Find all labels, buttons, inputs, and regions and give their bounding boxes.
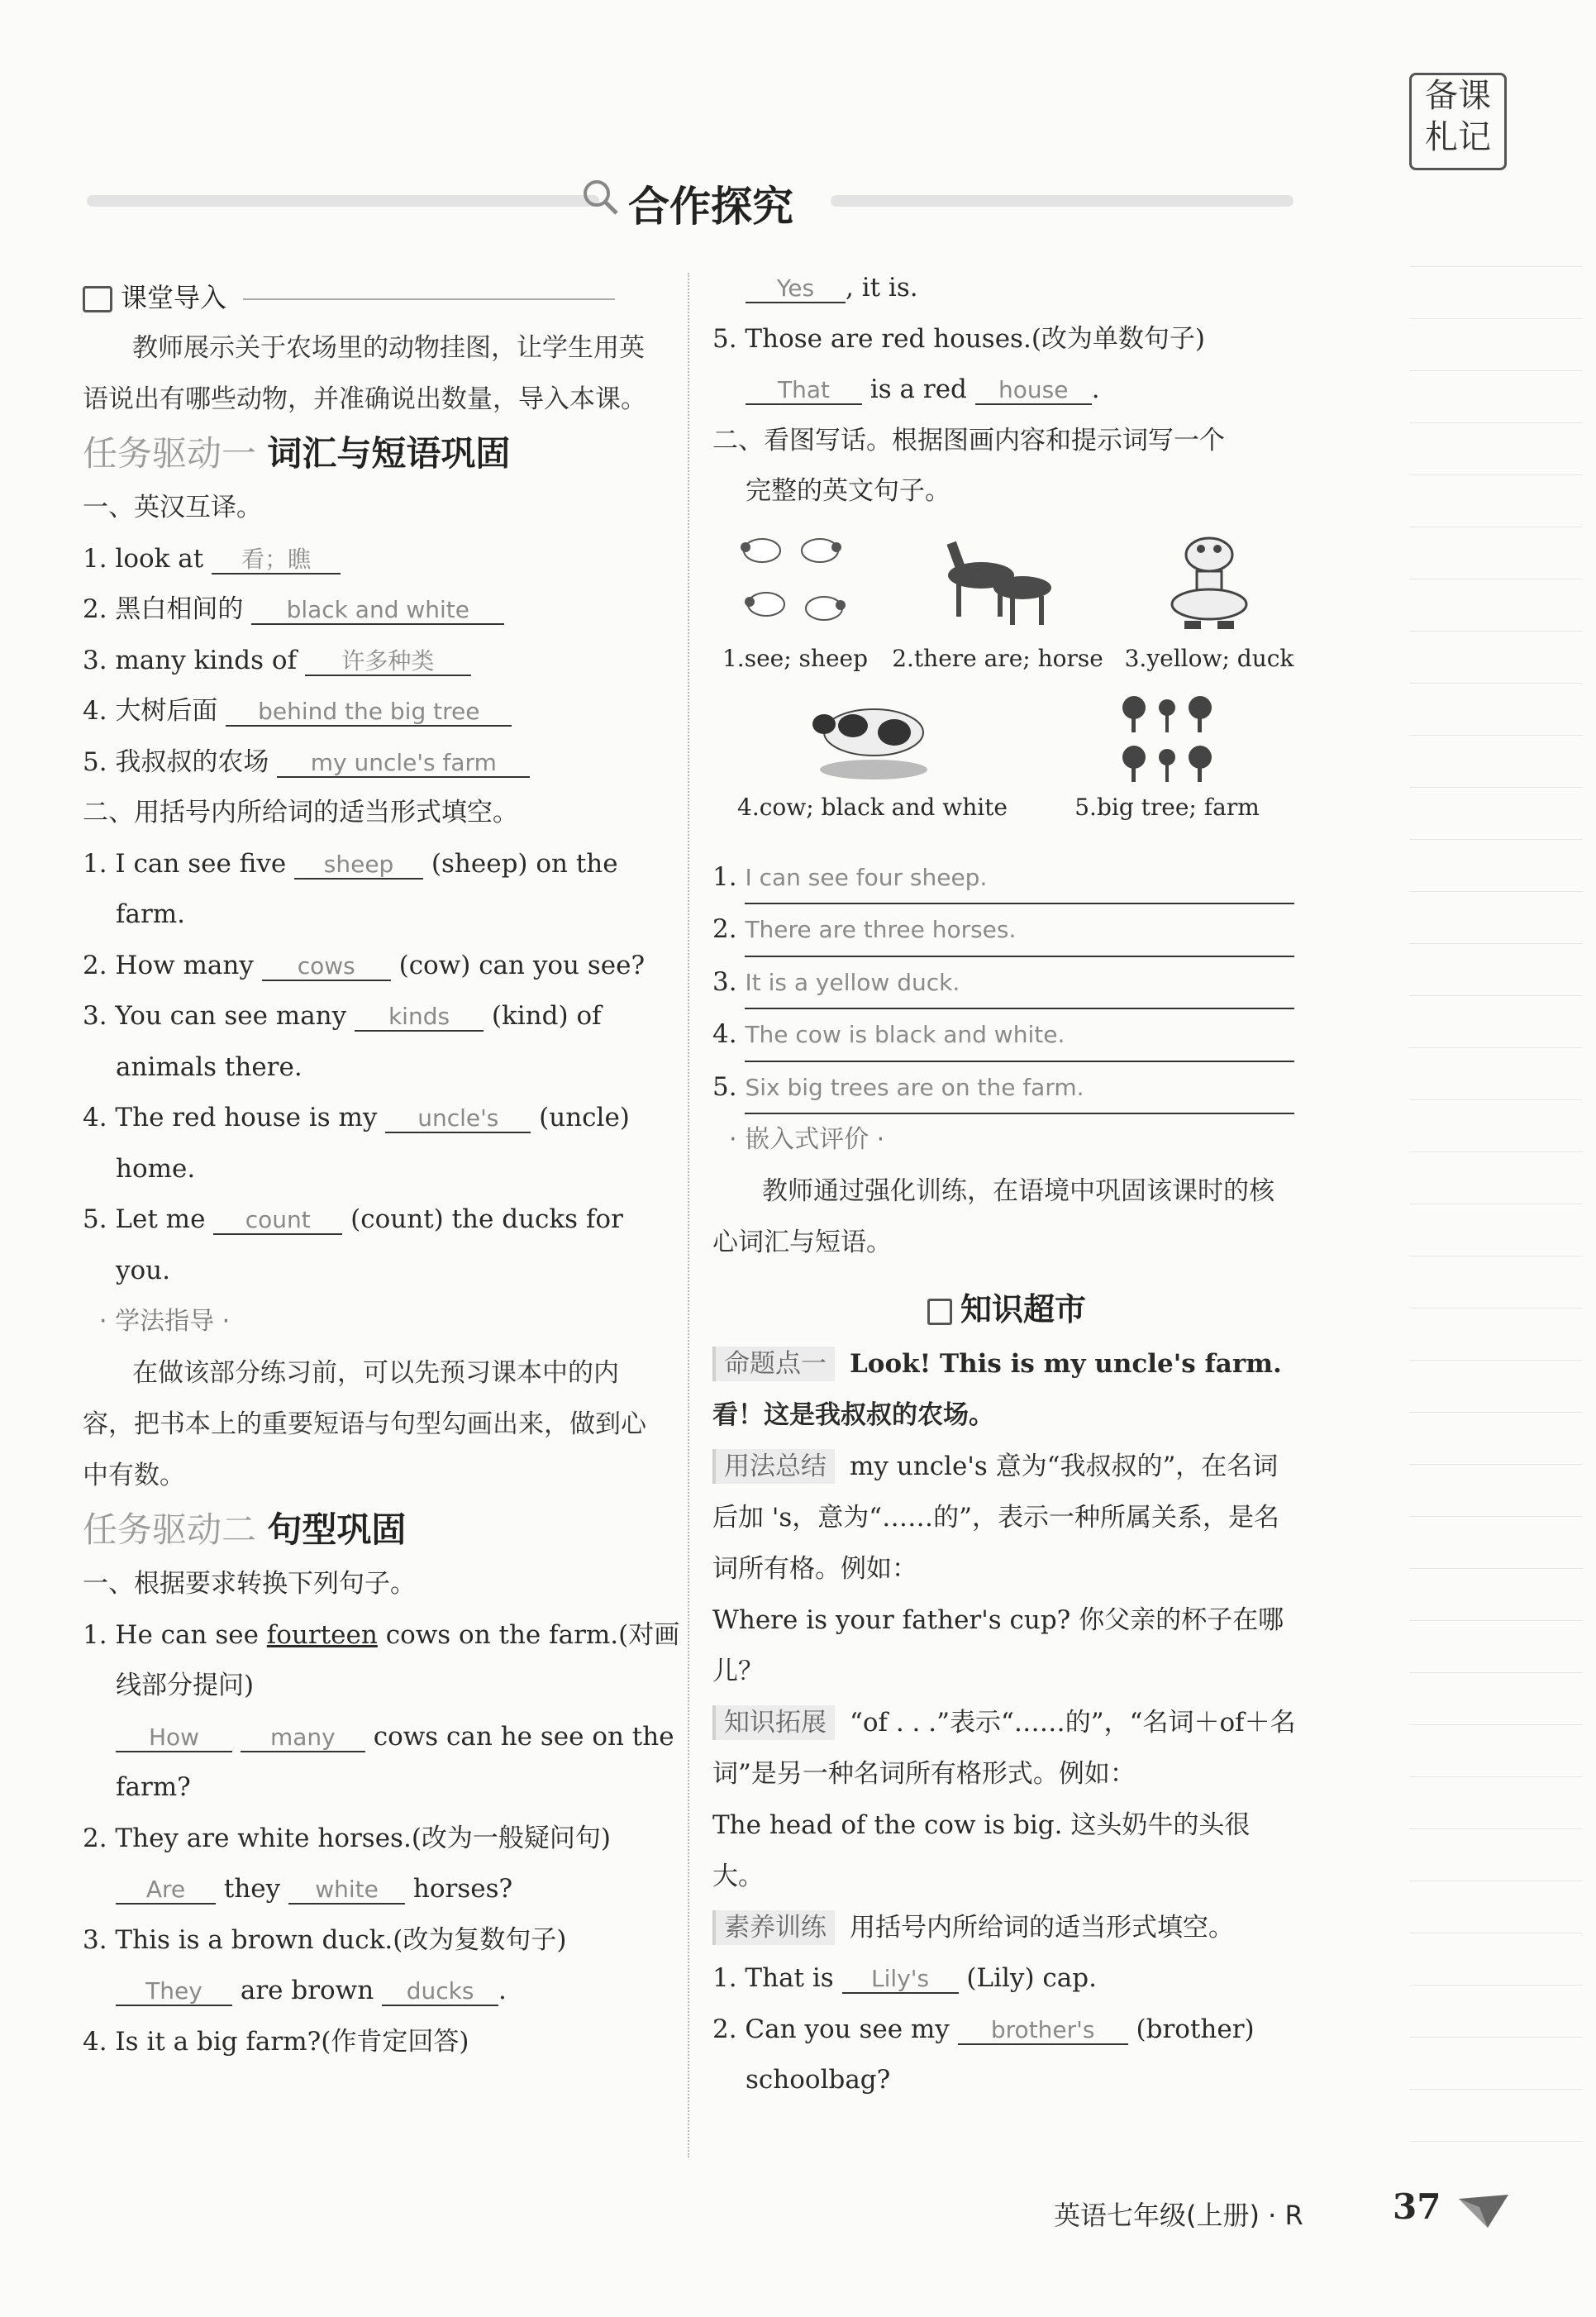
point1-line: 命题点一 Look! This is my uncle's farm. xyxy=(712,1339,1301,1390)
fill-q5-cont: you. xyxy=(116,1255,170,1285)
fill-q3-cont: animals there. xyxy=(116,1051,303,1082)
note-box-line1: 备课 xyxy=(1425,77,1491,115)
train-q2: 2. Can you see my brother's (brother) xyxy=(712,2014,1255,2044)
evaluation-tip-text: 教师通过强化训练，在语境中巩固该课时的核心词汇与短语。 xyxy=(712,1176,1274,1257)
extension-example: The head of the cow is big. 这头奶牛的头很大。 xyxy=(712,1810,1251,1891)
page-title: 合作探究 xyxy=(628,183,793,231)
transform-q5: 5. Those are red houses.(改为单数句子) xyxy=(712,323,1206,354)
fill-q4-cont: home. xyxy=(116,1153,196,1184)
sheep-icon xyxy=(733,526,857,641)
vocab-q1: 1. look at 看；瞧 xyxy=(83,534,678,585)
vocab-q5: 5. 我叔叔的农场 my uncle's farm xyxy=(83,737,678,789)
pic-horses xyxy=(886,526,1109,672)
vocab-q2: 2. 黑白相间的 black and white xyxy=(83,584,678,636)
pic-caption-3: 3.yellow; duck xyxy=(1124,644,1294,672)
transform-q3: 3. This is a brown duck.(改为复数句子) xyxy=(83,1924,567,1955)
transform-q1: 1. He can see fourteen cows on the farm.(对画 xyxy=(83,1619,680,1650)
left-column xyxy=(83,273,678,2067)
note-box-line2: 札记 xyxy=(1425,118,1491,156)
evaluation-tip-header: · 嵌入式评价 · xyxy=(729,1125,885,1154)
train-q2-cont: schoolbag? xyxy=(746,2065,891,2095)
duck-icon xyxy=(1151,526,1267,641)
task2-header: 任务驱动二 句型巩固 xyxy=(83,1509,407,1550)
pic-trees xyxy=(1043,691,1291,821)
point1-cn: 看！这是我叔叔的农场。 xyxy=(712,1399,994,1430)
transform-q1-cont: 线部分提问) xyxy=(116,1671,255,1700)
knowledge-extension: 知识拓展 “of . . .”表示“……的”，“名词＋of＋名词”是另一种名词所有格形式。例如： xyxy=(712,1697,1301,1800)
transform-q1-answer: How many cows can he see on the xyxy=(83,1712,678,1763)
chalkboard-icon xyxy=(83,286,112,312)
task2-part1-title: 一、根据要求转换下列句子。 xyxy=(83,1569,416,1599)
pic-caption-2: 2.there are; horse xyxy=(892,644,1103,672)
fill-q5: 5. Let me count (count) the ducks for xyxy=(83,1204,623,1234)
usage-example: Where is your father's cup? 你父亲的杯子在哪儿？ xyxy=(712,1605,1284,1686)
study-tip-text: 在做该部分练习前，可以先预习课本中的内容，把书本上的重要短语与句型勾画出来，做到心中有数。 xyxy=(83,1358,646,1490)
training-header: 素养训练 用括号内所给词的适当形式填空。 xyxy=(712,1902,1301,1953)
task2-part2-title-cont: 完整的英文句子。 xyxy=(746,476,950,506)
column-divider xyxy=(688,273,689,2157)
page-number: 37 xyxy=(1393,2186,1441,2227)
title-deco-right xyxy=(831,195,1293,207)
book-icon xyxy=(927,1299,952,1325)
cow-icon xyxy=(803,691,936,790)
task1-part1-title: 一、英汉互译。 xyxy=(83,493,262,522)
train-q1: 1. That is Lily's (Lily) cap. xyxy=(712,1963,1097,1993)
transform-q3-answer: They are brown ducks . xyxy=(83,1966,678,2017)
task1-part2-title: 二、用括号内所给词的适当形式填空。 xyxy=(83,798,518,827)
pic-sheep xyxy=(712,526,878,672)
right-column xyxy=(712,263,1301,2106)
transform-q1-end: farm? xyxy=(116,1772,191,1802)
fill-q3: 3. You can see many kinds (kind) of xyxy=(83,1001,602,1031)
pic-caption-5: 5.big tree; farm xyxy=(1074,793,1260,821)
horse-icon xyxy=(931,526,1064,641)
book-name: 英语七年级(上册) · R xyxy=(1054,2200,1303,2231)
pic-duck xyxy=(1117,526,1301,672)
picture-answer-3: 3. It is a yellow duck. xyxy=(712,957,1301,1010)
picture-answer-4: 4. The cow is black and white. xyxy=(712,1009,1301,1062)
tree-icon xyxy=(1109,691,1225,790)
note-lines xyxy=(1409,215,1583,2142)
fill-q4: 4. The red house is my uncle's (uncle) xyxy=(83,1103,630,1132)
picture-answer-5: 5. Six big trees are on the farm. xyxy=(712,1062,1301,1115)
picture-answer-2: 2. There are three horses. xyxy=(712,904,1301,957)
vocab-q3: 3. many kinds of 许多种类 xyxy=(83,636,678,687)
fill-q1-cont: farm. xyxy=(116,899,186,929)
fill-q2: 2. How many cows (cow) can you see? xyxy=(83,950,646,980)
transform-q2-answer: Are they white horses? xyxy=(83,1864,678,1915)
corner-deco-icon xyxy=(1455,2191,1513,2235)
picture-grid xyxy=(712,517,1301,852)
intro-text: 教师展示关于农场里的动物挂图，让学生用英语说出有哪些动物，并准确说出数量，导入本课。 xyxy=(83,333,646,414)
task2-part2-title: 二、看图写话。根据图画内容和提示词写一个 xyxy=(712,425,1225,455)
study-tip-header: · 学法指导 · xyxy=(99,1307,231,1336)
pic-caption-1: 1.see; sheep xyxy=(722,644,869,672)
knowledge-header: 知识超市 xyxy=(712,1285,1301,1334)
magnifier-icon xyxy=(579,175,622,222)
pic-caption-4: 4.cow; black and white xyxy=(737,793,1008,821)
lesson-notes-box xyxy=(1409,73,1507,170)
fill-q1: 1. I can see five sheep (sheep) on the xyxy=(83,848,618,879)
transform-q2: 2. They are white horses.(改为一般疑问句) xyxy=(83,1823,612,1853)
title-deco-left xyxy=(87,195,599,207)
transform-q4: 4. Is it a big farm?(作肯定回答) xyxy=(83,2026,469,2057)
usage-summary: 用法总结 my uncle's 意为“我叔叔的”，在名词后加 's，意为“……的”，表示一种所属关系，是名词所有格。例如： xyxy=(712,1441,1301,1595)
transform-q4-answer: Yes , it is. xyxy=(712,263,1301,314)
picture-answer-1: 1. I can see four sheep. xyxy=(712,852,1301,905)
intro-header: 课堂导入 xyxy=(83,273,678,322)
task1-header: 任务驱动一 词汇与短语巩固 xyxy=(83,433,511,474)
pic-cow xyxy=(737,691,1008,821)
transform-q5-answer: That is a red house . xyxy=(712,365,1301,416)
vocab-q4: 4. 大树后面 behind the big tree xyxy=(83,686,678,737)
